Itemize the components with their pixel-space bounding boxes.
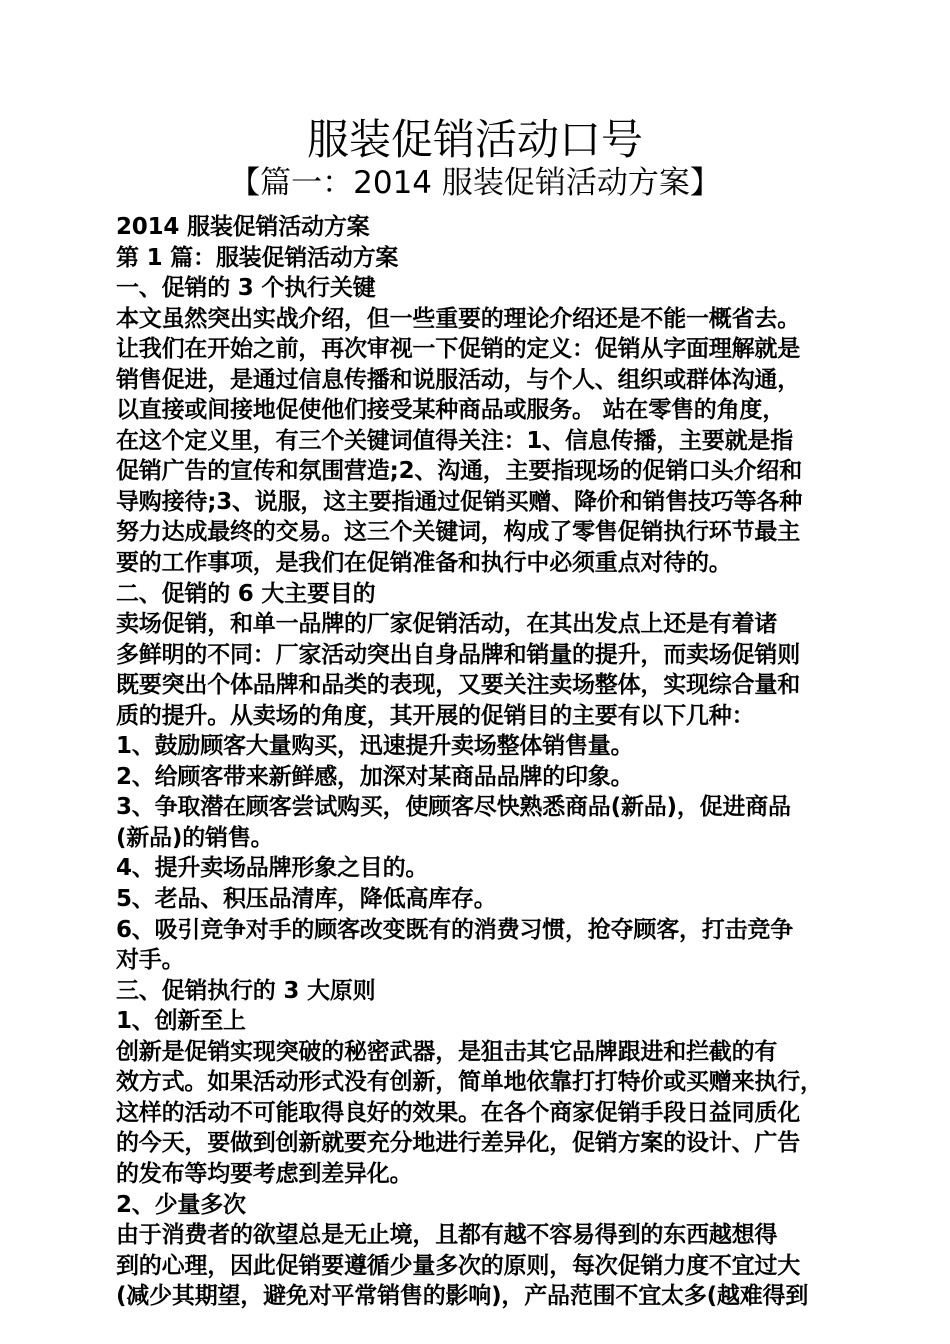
text-line: 的今天，要做到创新就要充分地进行差异化，促销方案的设计、广告: [116, 1130, 801, 1157]
text-line: 创新是促销实现突破的秘密武器，是狙击其它品牌跟进和拦截的有: [116, 1038, 778, 1065]
text-line: 促销广告的宣传和氛围营造;2、沟通，主要指现场的促销口头介绍和: [116, 458, 803, 485]
text-line: 以直接或间接地促使他们接受某种商品或服务。 站在零售的角度，: [116, 397, 786, 424]
text-line: 1、鼓励顾客大量购买，迅速提升卖场整体销售量。: [116, 733, 634, 760]
text-line: 要的工作事项，是我们在促销准备和执行中必须重点对待的。: [116, 550, 732, 577]
text-line: 第 1 篇：服装促销活动方案: [116, 244, 399, 271]
text-line: 在这个定义里，有三个关键词值得关注：1、信息传播，主要就是指: [116, 427, 794, 454]
text-line: (减少其期望，避免对平常销售的影响)，产品范围不宜太多(越难得到: [116, 1283, 809, 1310]
page-title: 服装促销活动口号: [306, 115, 643, 164]
text-line: 2、少量多次: [116, 1191, 246, 1218]
document-body: [116, 212, 838, 1312]
text-line: 对手。: [116, 947, 185, 974]
text-line: 到的心理，因此促销要遵循少量多次的原则，每次促销力度不宜过大: [116, 1252, 801, 1279]
text-line: 2014 服装促销活动方案: [116, 214, 370, 240]
text-line: 销售促进，是通过信息传播和说服活动，与个人、组织或群体沟通，: [116, 366, 801, 393]
text-line: 多鲜明的不同：厂家活动突出自身品牌和销量的提升，而卖场促销则: [116, 641, 801, 668]
text-line: 由于消费者的欲望总是无止境，且都有越不容易得到的东西越想得: [116, 1222, 778, 1249]
text-line: 3、争取潜在顾客尝试购买，使顾客尽快熟悉商品(新品)，促进商品: [116, 794, 791, 821]
text-line: 导购接待;3、说服，这主要指通过促销买赠、降价和销售技巧等各种: [116, 488, 803, 515]
text-line: 一、促销的 3 个执行关键: [116, 275, 376, 302]
text-line: 1、创新至上: [116, 1008, 246, 1035]
text-line: 努力达成最终的交易。这三个关键词，构成了零售促销执行环节最主: [116, 519, 801, 546]
text-line: 质的提升。从卖场的角度，其开展的促销目的主要有以下几种：: [116, 702, 755, 729]
text-line: 的发布等均要考虑到差异化。: [116, 1160, 413, 1187]
text-line: 2、给顾客带来新鲜感，加深对某商品品牌的印象。: [116, 763, 634, 790]
text-line: 6、吸引竞争对手的顾客改变既有的消费习惯，抢夺顾客，打击竞争: [116, 916, 794, 943]
text-line: 既要突出个体品牌和品类的表现，又要关注卖场整体，实现综合量和: [116, 672, 801, 699]
text-line: 这样的活动不可能取得良好的效果。在各个商家促销手段日益同质化: [116, 1099, 801, 1126]
text-line: 效方式。如果活动形式没有创新，简单地依靠打打特价或买赠来执行，: [116, 1069, 823, 1096]
text-line: 本文虽然突出实战介绍，但一些重要的理论介绍还是不能一概省去。: [116, 305, 801, 332]
text-line: 卖场促销，和单一品牌的厂家促销活动，在其出发点上还是有着诸: [116, 611, 778, 638]
page-subtitle: 【篇一：2014 服装促销活动方案】: [229, 165, 721, 201]
text-line: 5、老品、积压品清库，降低高库存。: [116, 886, 497, 913]
text-line: 让我们在开始之前，再次审视一下促销的定义：促销从字面理解就是: [116, 336, 801, 363]
text-line: 三、促销执行的 3 大原则: [116, 977, 376, 1004]
text-line: 4、提升卖场品牌形象之目的。: [116, 855, 429, 882]
text-line: (新品)的销售。: [116, 824, 274, 851]
text-line: 二、促销的 6 大主要目的: [116, 580, 376, 607]
